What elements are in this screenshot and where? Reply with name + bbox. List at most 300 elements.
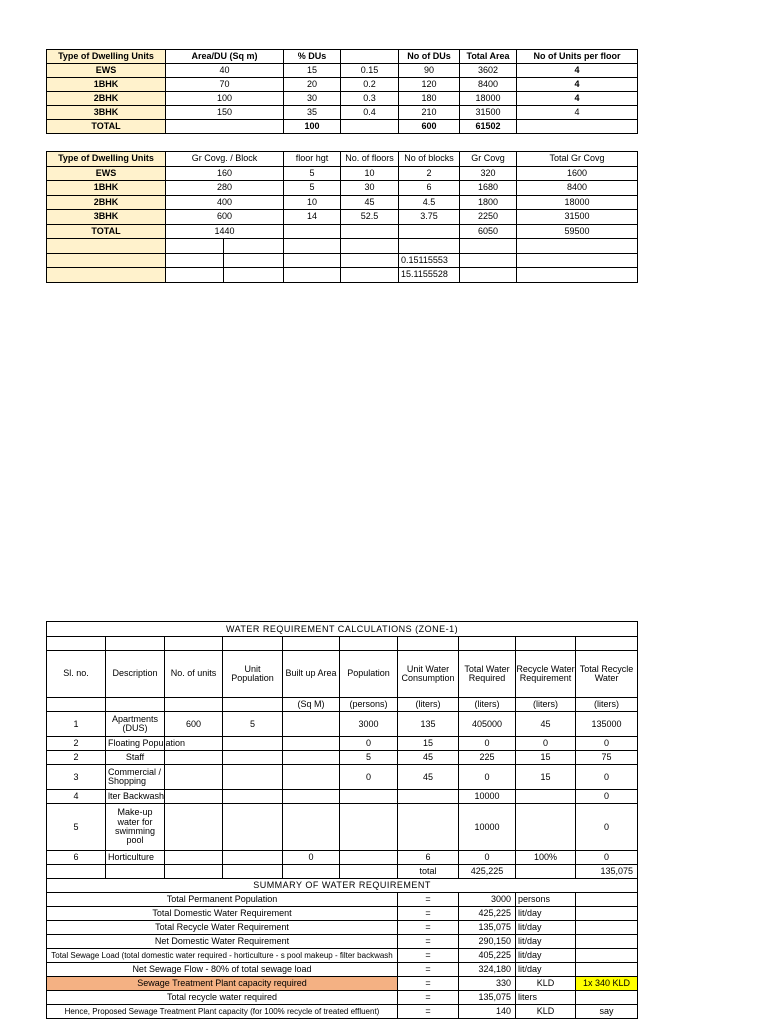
summary-row bbox=[47, 963, 638, 977]
summary-value: 135,075 bbox=[459, 921, 516, 935]
dwelling-units-table bbox=[46, 49, 638, 134]
title-row bbox=[47, 622, 638, 637]
table-row bbox=[47, 106, 638, 120]
table-cell: 0 bbox=[576, 804, 638, 851]
table-cell: 0.3 bbox=[341, 92, 399, 106]
table-cell: 15 bbox=[516, 765, 576, 790]
total-row bbox=[47, 224, 638, 239]
header-cell: Total Recycle Water bbox=[576, 651, 638, 698]
summary-note bbox=[576, 935, 638, 949]
table-cell bbox=[165, 851, 223, 865]
table-cell bbox=[283, 765, 340, 790]
header-cell: Gr Covg. / Block bbox=[166, 152, 284, 167]
table-cell: 4 bbox=[47, 790, 106, 804]
table-cell: 160 bbox=[166, 166, 284, 181]
row-label bbox=[47, 268, 166, 283]
summary-row bbox=[47, 1005, 638, 1019]
table-cell: 59500 bbox=[517, 224, 638, 239]
row-label: EWS bbox=[47, 64, 166, 78]
header-cell: Total Area bbox=[460, 50, 517, 64]
table-row bbox=[47, 78, 638, 92]
summary-title: SUMMARY OF WATER REQUIREMENT bbox=[47, 879, 638, 893]
table-row bbox=[47, 790, 638, 804]
table-cell: 10000 bbox=[459, 790, 516, 804]
header-cell: Built up Area bbox=[283, 651, 340, 698]
table-cell bbox=[284, 239, 341, 254]
table-cell bbox=[460, 253, 517, 268]
table-cell bbox=[223, 737, 283, 751]
summary-label: Total recycle water required bbox=[47, 991, 398, 1005]
total-water: 425,225 bbox=[459, 865, 516, 879]
table-cell: 2 bbox=[47, 737, 106, 751]
table-cell bbox=[284, 253, 341, 268]
summary-eq: = bbox=[398, 949, 459, 963]
summary-unit: lit/day bbox=[516, 963, 576, 977]
summary-eq: = bbox=[398, 893, 459, 907]
header-cell: No of blocks bbox=[399, 152, 460, 167]
summary-eq: = bbox=[398, 921, 459, 935]
summary-note bbox=[576, 921, 638, 935]
table-cell bbox=[459, 637, 516, 651]
header-cell: Description bbox=[106, 651, 165, 698]
header-cell: Total Water Required bbox=[459, 651, 516, 698]
row-label: EWS bbox=[47, 166, 166, 181]
summary-note bbox=[576, 949, 638, 963]
table-cell: 6 bbox=[47, 851, 106, 865]
summary-eq: = bbox=[398, 963, 459, 977]
table-row bbox=[47, 181, 638, 196]
table-cell bbox=[398, 790, 459, 804]
table-cell: 405000 bbox=[459, 712, 516, 737]
table-cell bbox=[106, 865, 165, 879]
table-cell bbox=[106, 637, 165, 651]
table-cell bbox=[340, 804, 398, 851]
summary-value: 140 bbox=[459, 1005, 516, 1019]
table-cell bbox=[224, 253, 284, 268]
summary-row bbox=[47, 991, 638, 1005]
table-cell bbox=[283, 790, 340, 804]
summary-eq: = bbox=[398, 935, 459, 949]
table-cell: 150 bbox=[166, 106, 284, 120]
table-cell bbox=[165, 765, 223, 790]
total-label: total bbox=[398, 865, 459, 879]
summary-value: 324,180 bbox=[459, 963, 516, 977]
summary-label: Total Domestic Water Requirement bbox=[47, 907, 398, 921]
unit-cell bbox=[47, 698, 106, 712]
table-cell: Floating Population bbox=[106, 737, 165, 751]
table-cell bbox=[223, 790, 283, 804]
ground-coverage-table bbox=[46, 151, 638, 283]
header-cell: Type of Dwelling Units bbox=[47, 50, 166, 64]
table-cell: 0.15115553 bbox=[399, 253, 460, 268]
table-cell bbox=[165, 637, 223, 651]
table-cell: 18000 bbox=[517, 195, 638, 210]
table-cell: 180 bbox=[399, 92, 460, 106]
table-cell: 10 bbox=[341, 166, 399, 181]
unit-cell: (persons) bbox=[340, 698, 398, 712]
table-cell bbox=[224, 268, 284, 283]
header-cell: Area/DU (Sq m) bbox=[166, 50, 284, 64]
header-cell: No. of units bbox=[165, 651, 223, 698]
table-cell: 0 bbox=[459, 737, 516, 751]
row-label: TOTAL bbox=[47, 224, 166, 239]
table-cell: 10000 bbox=[459, 804, 516, 851]
unit-cell: (liters) bbox=[516, 698, 576, 712]
table-cell: 3000 bbox=[340, 712, 398, 737]
summary-note bbox=[576, 963, 638, 977]
table-cell: Horticulture bbox=[106, 851, 165, 865]
table-cell bbox=[516, 790, 576, 804]
table-cell: 15 bbox=[516, 751, 576, 765]
table-cell bbox=[398, 637, 459, 651]
table-cell bbox=[341, 253, 399, 268]
table-cell: 600 bbox=[165, 712, 223, 737]
unit-cell bbox=[106, 698, 165, 712]
table-cell bbox=[165, 790, 223, 804]
table-cell: 1 bbox=[47, 712, 106, 737]
table-cell bbox=[516, 637, 576, 651]
summary-label: Net Domestic Water Requirement bbox=[47, 935, 398, 949]
table-cell bbox=[283, 804, 340, 851]
table-cell: 6 bbox=[399, 181, 460, 196]
table-cell bbox=[166, 239, 224, 254]
table-cell: 31500 bbox=[460, 106, 517, 120]
spacer-row bbox=[47, 637, 638, 651]
table-cell: 40 bbox=[166, 64, 284, 78]
total-row bbox=[47, 865, 638, 879]
table-cell: 0 bbox=[516, 737, 576, 751]
summary-unit: lit/day bbox=[516, 907, 576, 921]
table-cell: 52.5 bbox=[341, 210, 399, 225]
table-cell bbox=[283, 637, 340, 651]
table-cell: 61502 bbox=[460, 120, 517, 134]
table-cell: 2 bbox=[399, 166, 460, 181]
table-cell bbox=[517, 268, 638, 283]
summary-unit: KLD bbox=[516, 977, 576, 991]
unit-cell: (Sq M) bbox=[283, 698, 340, 712]
table-cell: 135000 bbox=[576, 712, 638, 737]
table-cell bbox=[166, 120, 284, 134]
table-cell: 400 bbox=[166, 195, 284, 210]
table-cell: 600 bbox=[399, 120, 460, 134]
header-cell: % DUs bbox=[284, 50, 341, 64]
summary-value: 135,075 bbox=[459, 991, 516, 1005]
summary-unit: lit/day bbox=[516, 921, 576, 935]
summary-eq: = bbox=[398, 991, 459, 1005]
table-cell bbox=[166, 253, 224, 268]
table-row bbox=[47, 765, 638, 790]
table-header-row bbox=[47, 50, 638, 64]
table-row bbox=[47, 92, 638, 106]
table-cell: 30 bbox=[341, 181, 399, 196]
summary-note: say bbox=[576, 1005, 638, 1019]
header-cell: Gr Covg bbox=[460, 152, 517, 167]
table-cell: 4.5 bbox=[399, 195, 460, 210]
table-cell bbox=[576, 637, 638, 651]
table-cell bbox=[517, 120, 638, 134]
table-cell bbox=[340, 851, 398, 865]
summary-note bbox=[576, 893, 638, 907]
row-label bbox=[47, 253, 166, 268]
table-row bbox=[47, 737, 638, 751]
table-cell: 10 bbox=[284, 195, 341, 210]
table-cell: 100% bbox=[516, 851, 576, 865]
table-cell bbox=[284, 268, 341, 283]
table-row bbox=[47, 851, 638, 865]
table-cell bbox=[223, 637, 283, 651]
header-cell: Unit Population bbox=[223, 651, 283, 698]
table-cell: 30 bbox=[284, 92, 341, 106]
table-cell bbox=[283, 737, 340, 751]
total-recycle: 135,075 bbox=[576, 865, 638, 879]
summary-row bbox=[47, 977, 638, 991]
header-cell: No of Units per floor bbox=[517, 50, 638, 64]
table-cell: Make-up water for swimming pool bbox=[106, 804, 165, 851]
summary-value: 425,225 bbox=[459, 907, 516, 921]
table-cell: 2250 bbox=[460, 210, 517, 225]
table-cell: 18000 bbox=[460, 92, 517, 106]
summary-label: Hence, Proposed Sewage Treatment Plant capacity (for 100% recycle of treated effluent) bbox=[47, 1005, 398, 1019]
table-cell: 45 bbox=[398, 765, 459, 790]
table-row bbox=[47, 712, 638, 737]
header-cell: Sl. no. bbox=[47, 651, 106, 698]
table-cell: 3602 bbox=[460, 64, 517, 78]
table-cell: 1600 bbox=[517, 166, 638, 181]
summary-value: 330 bbox=[459, 977, 516, 991]
table-cell bbox=[399, 224, 460, 239]
summary-note bbox=[576, 907, 638, 921]
table-row bbox=[47, 268, 638, 283]
summary-value: 290,150 bbox=[459, 935, 516, 949]
header-cell: No. of floors bbox=[341, 152, 399, 167]
table-cell: 4 bbox=[517, 106, 638, 120]
table-cell: 2 bbox=[47, 751, 106, 765]
table-cell: 225 bbox=[459, 751, 516, 765]
table-cell: 0 bbox=[576, 790, 638, 804]
table-cell bbox=[223, 851, 283, 865]
table-cell: 3.75 bbox=[399, 210, 460, 225]
table-cell: 5 bbox=[47, 804, 106, 851]
table-cell: 5 bbox=[340, 751, 398, 765]
header-cell: Total Gr Covg bbox=[517, 152, 638, 167]
table-cell: Apartments (DUS) bbox=[106, 712, 165, 737]
table-cell: 14 bbox=[284, 210, 341, 225]
table-cell: 45 bbox=[516, 712, 576, 737]
table-cell: 5 bbox=[284, 181, 341, 196]
unit-cell bbox=[223, 698, 283, 712]
table-cell: 210 bbox=[399, 106, 460, 120]
summary-row bbox=[47, 907, 638, 921]
table-cell: Commercial / Shopping bbox=[106, 765, 165, 790]
table-cell bbox=[516, 865, 576, 879]
table-cell: 90 bbox=[399, 64, 460, 78]
table-cell: 4 bbox=[517, 78, 638, 92]
water-requirement-table bbox=[46, 621, 638, 1019]
table-cell bbox=[340, 865, 398, 879]
table-row bbox=[47, 195, 638, 210]
summary-value: 3000 bbox=[459, 893, 516, 907]
table-cell: 0.4 bbox=[341, 106, 399, 120]
table-cell: 4 bbox=[517, 92, 638, 106]
table-cell: 8400 bbox=[460, 78, 517, 92]
table-cell bbox=[517, 239, 638, 254]
table-row bbox=[47, 166, 638, 181]
row-label: TOTAL bbox=[47, 120, 166, 134]
summary-unit: lit/day bbox=[516, 949, 576, 963]
table-cell bbox=[516, 804, 576, 851]
header-cell: floor hgt bbox=[284, 152, 341, 167]
table-cell: 135 bbox=[398, 712, 459, 737]
row-label: 2BHK bbox=[47, 195, 166, 210]
header-cell bbox=[341, 50, 399, 64]
table-cell: 6 bbox=[398, 851, 459, 865]
summary-label: Total Sewage Load (total domestic water required - horticulture - s pool makeup - filter backwash bbox=[47, 949, 398, 963]
row-label: 2BHK bbox=[47, 92, 166, 106]
table-cell: 70 bbox=[166, 78, 284, 92]
table-cell: 320 bbox=[460, 166, 517, 181]
table-cell bbox=[283, 865, 340, 879]
summary-label: Total Permanent Population bbox=[47, 893, 398, 907]
table-cell bbox=[398, 804, 459, 851]
summary-unit: persons bbox=[516, 893, 576, 907]
summary-note: 1x 340 KLD bbox=[576, 977, 638, 991]
table-cell: 0 bbox=[340, 737, 398, 751]
table-cell bbox=[223, 804, 283, 851]
table-cell bbox=[399, 239, 460, 254]
table-cell: 5 bbox=[284, 166, 341, 181]
table-cell bbox=[224, 239, 284, 254]
table-cell bbox=[165, 804, 223, 851]
summary-label: Sewage Treatment Plant capacity required bbox=[47, 977, 398, 991]
table-cell: 0.15 bbox=[341, 64, 399, 78]
table-cell: 600 bbox=[166, 210, 284, 225]
table-cell: 0.2 bbox=[341, 78, 399, 92]
table-cell bbox=[283, 712, 340, 737]
summary-eq: = bbox=[398, 1005, 459, 1019]
table-cell: 1800 bbox=[460, 195, 517, 210]
summary-eq: = bbox=[398, 977, 459, 991]
table-cell bbox=[460, 239, 517, 254]
units-row bbox=[47, 698, 638, 712]
table-cell: 15 bbox=[398, 737, 459, 751]
table-cell bbox=[223, 765, 283, 790]
summary-value: 405,225 bbox=[459, 949, 516, 963]
table-cell: 15 bbox=[284, 64, 341, 78]
table-cell: 100 bbox=[166, 92, 284, 106]
row-label: 3BHK bbox=[47, 106, 166, 120]
table-cell: 280 bbox=[166, 181, 284, 196]
table-cell: Staff bbox=[106, 751, 165, 765]
table-cell: 31500 bbox=[517, 210, 638, 225]
unit-cell: (liters) bbox=[398, 698, 459, 712]
header-cell: Unit Water Consumption bbox=[398, 651, 459, 698]
summary-unit: liters bbox=[516, 991, 576, 1005]
table-cell: 35 bbox=[284, 106, 341, 120]
table-cell bbox=[340, 790, 398, 804]
table-cell: 5 bbox=[223, 712, 283, 737]
summary-unit: lit/day bbox=[516, 935, 576, 949]
summary-unit: KLD bbox=[516, 1005, 576, 1019]
table-row bbox=[47, 253, 638, 268]
table-cell: 45 bbox=[341, 195, 399, 210]
table-cell: 0 bbox=[576, 765, 638, 790]
table-cell bbox=[340, 637, 398, 651]
row-label: 1BHK bbox=[47, 78, 166, 92]
table-cell bbox=[284, 224, 341, 239]
unit-cell: (liters) bbox=[459, 698, 516, 712]
table-header-row bbox=[47, 651, 638, 698]
header-cell: Population bbox=[340, 651, 398, 698]
table-cell: 20 bbox=[284, 78, 341, 92]
table-row bbox=[47, 239, 638, 254]
table-cell: 0 bbox=[576, 737, 638, 751]
table-cell bbox=[47, 865, 106, 879]
table-cell bbox=[341, 268, 399, 283]
table-cell bbox=[223, 865, 283, 879]
total-row bbox=[47, 120, 638, 134]
table-cell: 4 bbox=[517, 64, 638, 78]
table-cell: 1440 bbox=[166, 224, 284, 239]
table-cell: 15.1155528 bbox=[399, 268, 460, 283]
table-cell: 1680 bbox=[460, 181, 517, 196]
summary-row bbox=[47, 893, 638, 907]
summary-row bbox=[47, 949, 638, 963]
table-cell: 120 bbox=[399, 78, 460, 92]
table-cell: 0 bbox=[459, 765, 516, 790]
row-label bbox=[47, 239, 166, 254]
table-cell bbox=[47, 637, 106, 651]
table-cell bbox=[165, 865, 223, 879]
table-cell bbox=[165, 751, 223, 765]
summary-label: Net Sewage Flow - 80% of total sewage load bbox=[47, 963, 398, 977]
table-cell: lter Backwash bbox=[106, 790, 165, 804]
table-cell bbox=[341, 120, 399, 134]
row-label: 1BHK bbox=[47, 181, 166, 196]
table-cell: 100 bbox=[284, 120, 341, 134]
table-cell: 0 bbox=[283, 851, 340, 865]
table-cell: 45 bbox=[398, 751, 459, 765]
table-cell bbox=[223, 751, 283, 765]
table-cell: 8400 bbox=[517, 181, 638, 196]
table-cell bbox=[517, 253, 638, 268]
table-cell: 6050 bbox=[460, 224, 517, 239]
table-cell: 75 bbox=[576, 751, 638, 765]
unit-cell bbox=[165, 698, 223, 712]
summary-title-row bbox=[47, 879, 638, 893]
table-cell: 0 bbox=[576, 851, 638, 865]
table-row bbox=[47, 804, 638, 851]
header-cell: No of DUs bbox=[399, 50, 460, 64]
table-cell bbox=[341, 224, 399, 239]
table-cell bbox=[166, 268, 224, 283]
summary-row bbox=[47, 935, 638, 949]
table-row bbox=[47, 210, 638, 225]
table-cell bbox=[283, 751, 340, 765]
header-cell: Type of Dwelling Units bbox=[47, 152, 166, 167]
row-label: 3BHK bbox=[47, 210, 166, 225]
table-row bbox=[47, 64, 638, 78]
table-title: WATER REQUIREMENT CALCULATIONS (ZONE-1) bbox=[47, 622, 638, 637]
table-header-row bbox=[47, 152, 638, 167]
table-cell bbox=[460, 268, 517, 283]
table-cell: 3 bbox=[47, 765, 106, 790]
table-cell bbox=[341, 239, 399, 254]
summary-label: Total Recycle Water Requirement bbox=[47, 921, 398, 935]
summary-eq: = bbox=[398, 907, 459, 921]
table-cell: 0 bbox=[340, 765, 398, 790]
header-cell: Recycle Water Requirement bbox=[516, 651, 576, 698]
summary-row bbox=[47, 921, 638, 935]
